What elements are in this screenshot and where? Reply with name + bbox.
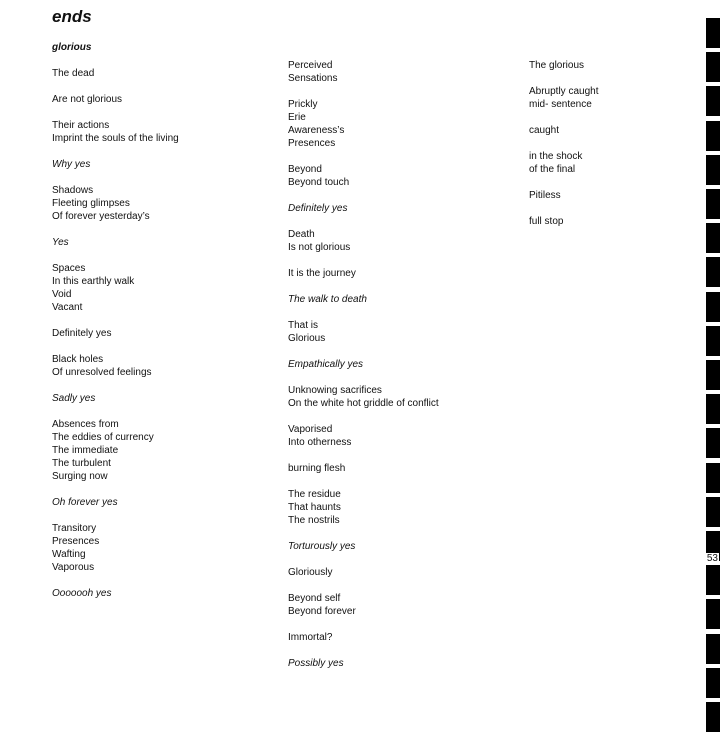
poem-line: Beyond (288, 164, 322, 175)
page-number: 53 (706, 553, 718, 564)
poem-line: Shadows (52, 185, 94, 196)
stanza (288, 488, 518, 527)
stanza (52, 587, 282, 600)
edge-tab (706, 702, 720, 732)
poem-line: Definitely yes (288, 203, 348, 214)
poem-line: Beyond forever (288, 606, 356, 617)
poem-line: Pitiless (529, 190, 561, 201)
poem-line: Torturously yes (288, 541, 356, 552)
poem-line: Immortal? (288, 632, 333, 643)
poem-line: Surging now (52, 471, 108, 482)
poem-line: Gloriously (288, 567, 333, 578)
stanza (529, 150, 689, 176)
poem-line: Sensations (288, 73, 338, 84)
stanza (288, 540, 518, 553)
edge-tab (706, 121, 720, 151)
edge-tab (706, 565, 720, 595)
poem-line: Beyond touch (288, 177, 350, 188)
edge-tab (706, 86, 720, 116)
poem-line: Possibly yes (288, 658, 344, 669)
stanza (288, 423, 518, 449)
stanza (52, 184, 282, 223)
poem-line: Is not glorious (288, 242, 351, 253)
stanza (288, 384, 518, 410)
edge-tab (706, 257, 720, 287)
stanza (288, 163, 518, 189)
poem-line: Perceived (288, 60, 333, 71)
poem-line: The immediate (52, 445, 119, 456)
stanza (52, 327, 282, 340)
poem-line: Vaporous (52, 562, 95, 573)
poem-line: Presences (52, 536, 100, 547)
poem-line: mid- sentence (529, 99, 592, 110)
poem-line: Of forever yesterday’s (52, 211, 150, 222)
poem-line: That is (288, 320, 319, 331)
poem-line: Definitely yes (52, 328, 112, 339)
poem-line: Abruptly caught (529, 86, 599, 97)
stanza (288, 592, 518, 618)
poem-line: Ooooooh yes (52, 588, 112, 599)
poem-line: Sadly yes (52, 393, 96, 404)
poem-line: Are not glorious (52, 94, 123, 105)
poem-line: Void (52, 289, 72, 300)
edge-tab (706, 360, 720, 390)
poem-line: Erie (288, 112, 306, 123)
poem-line: Fleeting glimpses (52, 198, 130, 209)
poem-column-1 (52, 41, 282, 613)
stanza (52, 41, 282, 54)
stanza (529, 189, 689, 202)
poem-line: full stop (529, 216, 564, 227)
page-edge-tabs (706, 0, 720, 720)
poem-line: Glorious (288, 333, 326, 344)
poem-line: of the final (529, 164, 576, 175)
poem-line: Of unresolved feelings (52, 367, 152, 378)
edge-tab (706, 599, 720, 629)
edge-tab (706, 326, 720, 356)
poem-line: Why yes (52, 159, 91, 170)
stanza (288, 293, 518, 306)
edge-tab (706, 223, 720, 253)
poem-line: The dead (52, 68, 95, 79)
poem-line: The residue (288, 489, 341, 500)
edge-tab (706, 497, 720, 527)
poem-line: Death (288, 229, 315, 240)
edge-tab (706, 18, 720, 48)
edge-tab (706, 428, 720, 458)
stanza (288, 98, 518, 150)
poem-line: Empathically yes (288, 359, 364, 370)
poem-line: Beyond self (288, 593, 341, 604)
poem-line: in the shock (529, 151, 583, 162)
poem-line: Prickly (288, 99, 318, 110)
stanza (52, 353, 282, 379)
edge-tab (706, 394, 720, 424)
stanza (288, 358, 518, 371)
stanza (288, 566, 518, 579)
stanza (52, 236, 282, 249)
poem-line: The turbulent (52, 458, 111, 469)
stanza (288, 657, 518, 670)
poem-line: Spaces (52, 263, 86, 274)
poem-title: ends (52, 7, 92, 26)
poem-line: Unknowing sacrifices (288, 385, 382, 396)
poem-line: That haunts (288, 502, 341, 513)
poem-line: The eddies of currency (52, 432, 154, 443)
stanza (529, 59, 689, 72)
poem-line: The glorious (529, 60, 585, 71)
stanza (288, 462, 518, 475)
poem-line: The walk to death (288, 294, 367, 305)
stanza (288, 319, 518, 345)
poem-line: It is the journey (288, 268, 356, 279)
poem-line: burning flesh (288, 463, 346, 474)
poem-line: Vacant (52, 302, 83, 313)
stanza (52, 67, 282, 80)
poem-line: caught (529, 125, 560, 136)
stanza (52, 496, 282, 509)
stanza (52, 392, 282, 405)
stanza (52, 262, 282, 314)
edge-tab (706, 155, 720, 185)
edge-tab (706, 292, 720, 322)
stanza (52, 522, 282, 574)
poem-line: Presences (288, 138, 336, 149)
poem-line: Into otherness (288, 437, 352, 448)
stanza (529, 124, 689, 137)
edge-tab (706, 634, 720, 664)
poem-line: Oh forever yes (52, 497, 118, 508)
poem-line: Awareness’s (288, 125, 345, 136)
stanza (52, 119, 282, 145)
stanza (288, 228, 518, 254)
poem-line: Transitory (52, 523, 97, 534)
stanza (288, 631, 518, 644)
poem-line: Black holes (52, 354, 104, 365)
stanza (529, 85, 689, 111)
poem-line: glorious (52, 42, 92, 53)
poem-line: Yes (52, 237, 69, 248)
poem-column-3 (529, 59, 689, 241)
stanza (288, 267, 518, 280)
stanza (52, 418, 282, 483)
stanza (52, 158, 282, 171)
edge-tab (706, 463, 720, 493)
poem-line: Their actions (52, 120, 110, 131)
poem-column-2 (288, 59, 518, 683)
edge-tab (706, 668, 720, 698)
poem-line: Vaporised (288, 424, 333, 435)
poem-line: The nostrils (288, 515, 340, 526)
poem-line: Wafting (52, 549, 86, 560)
edge-tab (706, 189, 720, 219)
stanza (288, 59, 518, 85)
poem-line: Absences from (52, 419, 119, 430)
stanza (529, 215, 689, 228)
poem-line: On the white hot griddle of conflict (288, 398, 439, 409)
poem-line: In this earthly walk (52, 276, 135, 287)
stanza (288, 202, 518, 215)
edge-tab (706, 52, 720, 82)
stanza (52, 93, 282, 106)
poem-line: Imprint the souls of the living (52, 133, 179, 144)
